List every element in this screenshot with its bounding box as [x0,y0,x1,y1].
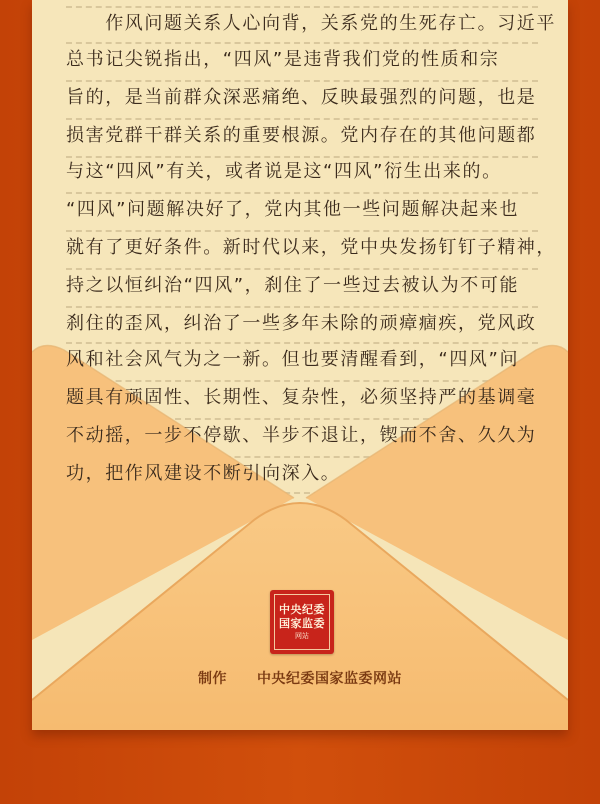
letter-line: 与这“四风”有关，或者说是这“四风”衍生出来的。 [66,161,502,182]
letter-line: 刹住的歪风，纠治了一些多年未除的顽瘴痼疾，党风政 [66,313,537,334]
letter-line: 风和社会风气为之一新。但也要清醒看到，“四风”问 [66,349,520,370]
letter-line: 持之以恒纠治“四风”，刹住了一些过去被认为不可能 [66,275,520,296]
letter-line: 损害党群干群关系的重要根源。党内存在的其他问题都 [66,125,537,146]
credit-org: 中央纪委国家监委网站 [257,671,402,687]
letter-line: 总书记尖锐指出，“四风”是违背我们党的性质和宗 [66,49,500,70]
credit-line [32,668,568,688]
letter-line: 功，把作风建设不断引向深入。 [66,463,341,484]
seal-text: 中央纪委 [279,603,325,616]
seal-text: 国家监委 [279,617,325,630]
seal-logo [270,590,334,654]
letter-line: 题具有顽固性、长期性、复杂性，必须坚持严的基调毫 [66,387,537,408]
letter-line: 旨的，是当前群众深恶痛绝、反映最强烈的问题，也是 [66,87,537,108]
letter-line: 不动摇，一步不停歇、半步不退让，锲而不舍、久久为 [66,425,537,446]
credit-label: 制作 [198,671,227,687]
letter-line: “四风”问题解决好了，党内其他一些问题解决起来也 [66,199,520,220]
letter-line: 就有了更好条件。新时代以来，党中央发扬钉钉子精神， [66,237,556,258]
letter-line: 作风问题关系人心向背，关系党的生死存亡。习近平 [66,13,556,34]
envelope-card [32,0,568,730]
seal-text: 网站 [295,632,309,640]
